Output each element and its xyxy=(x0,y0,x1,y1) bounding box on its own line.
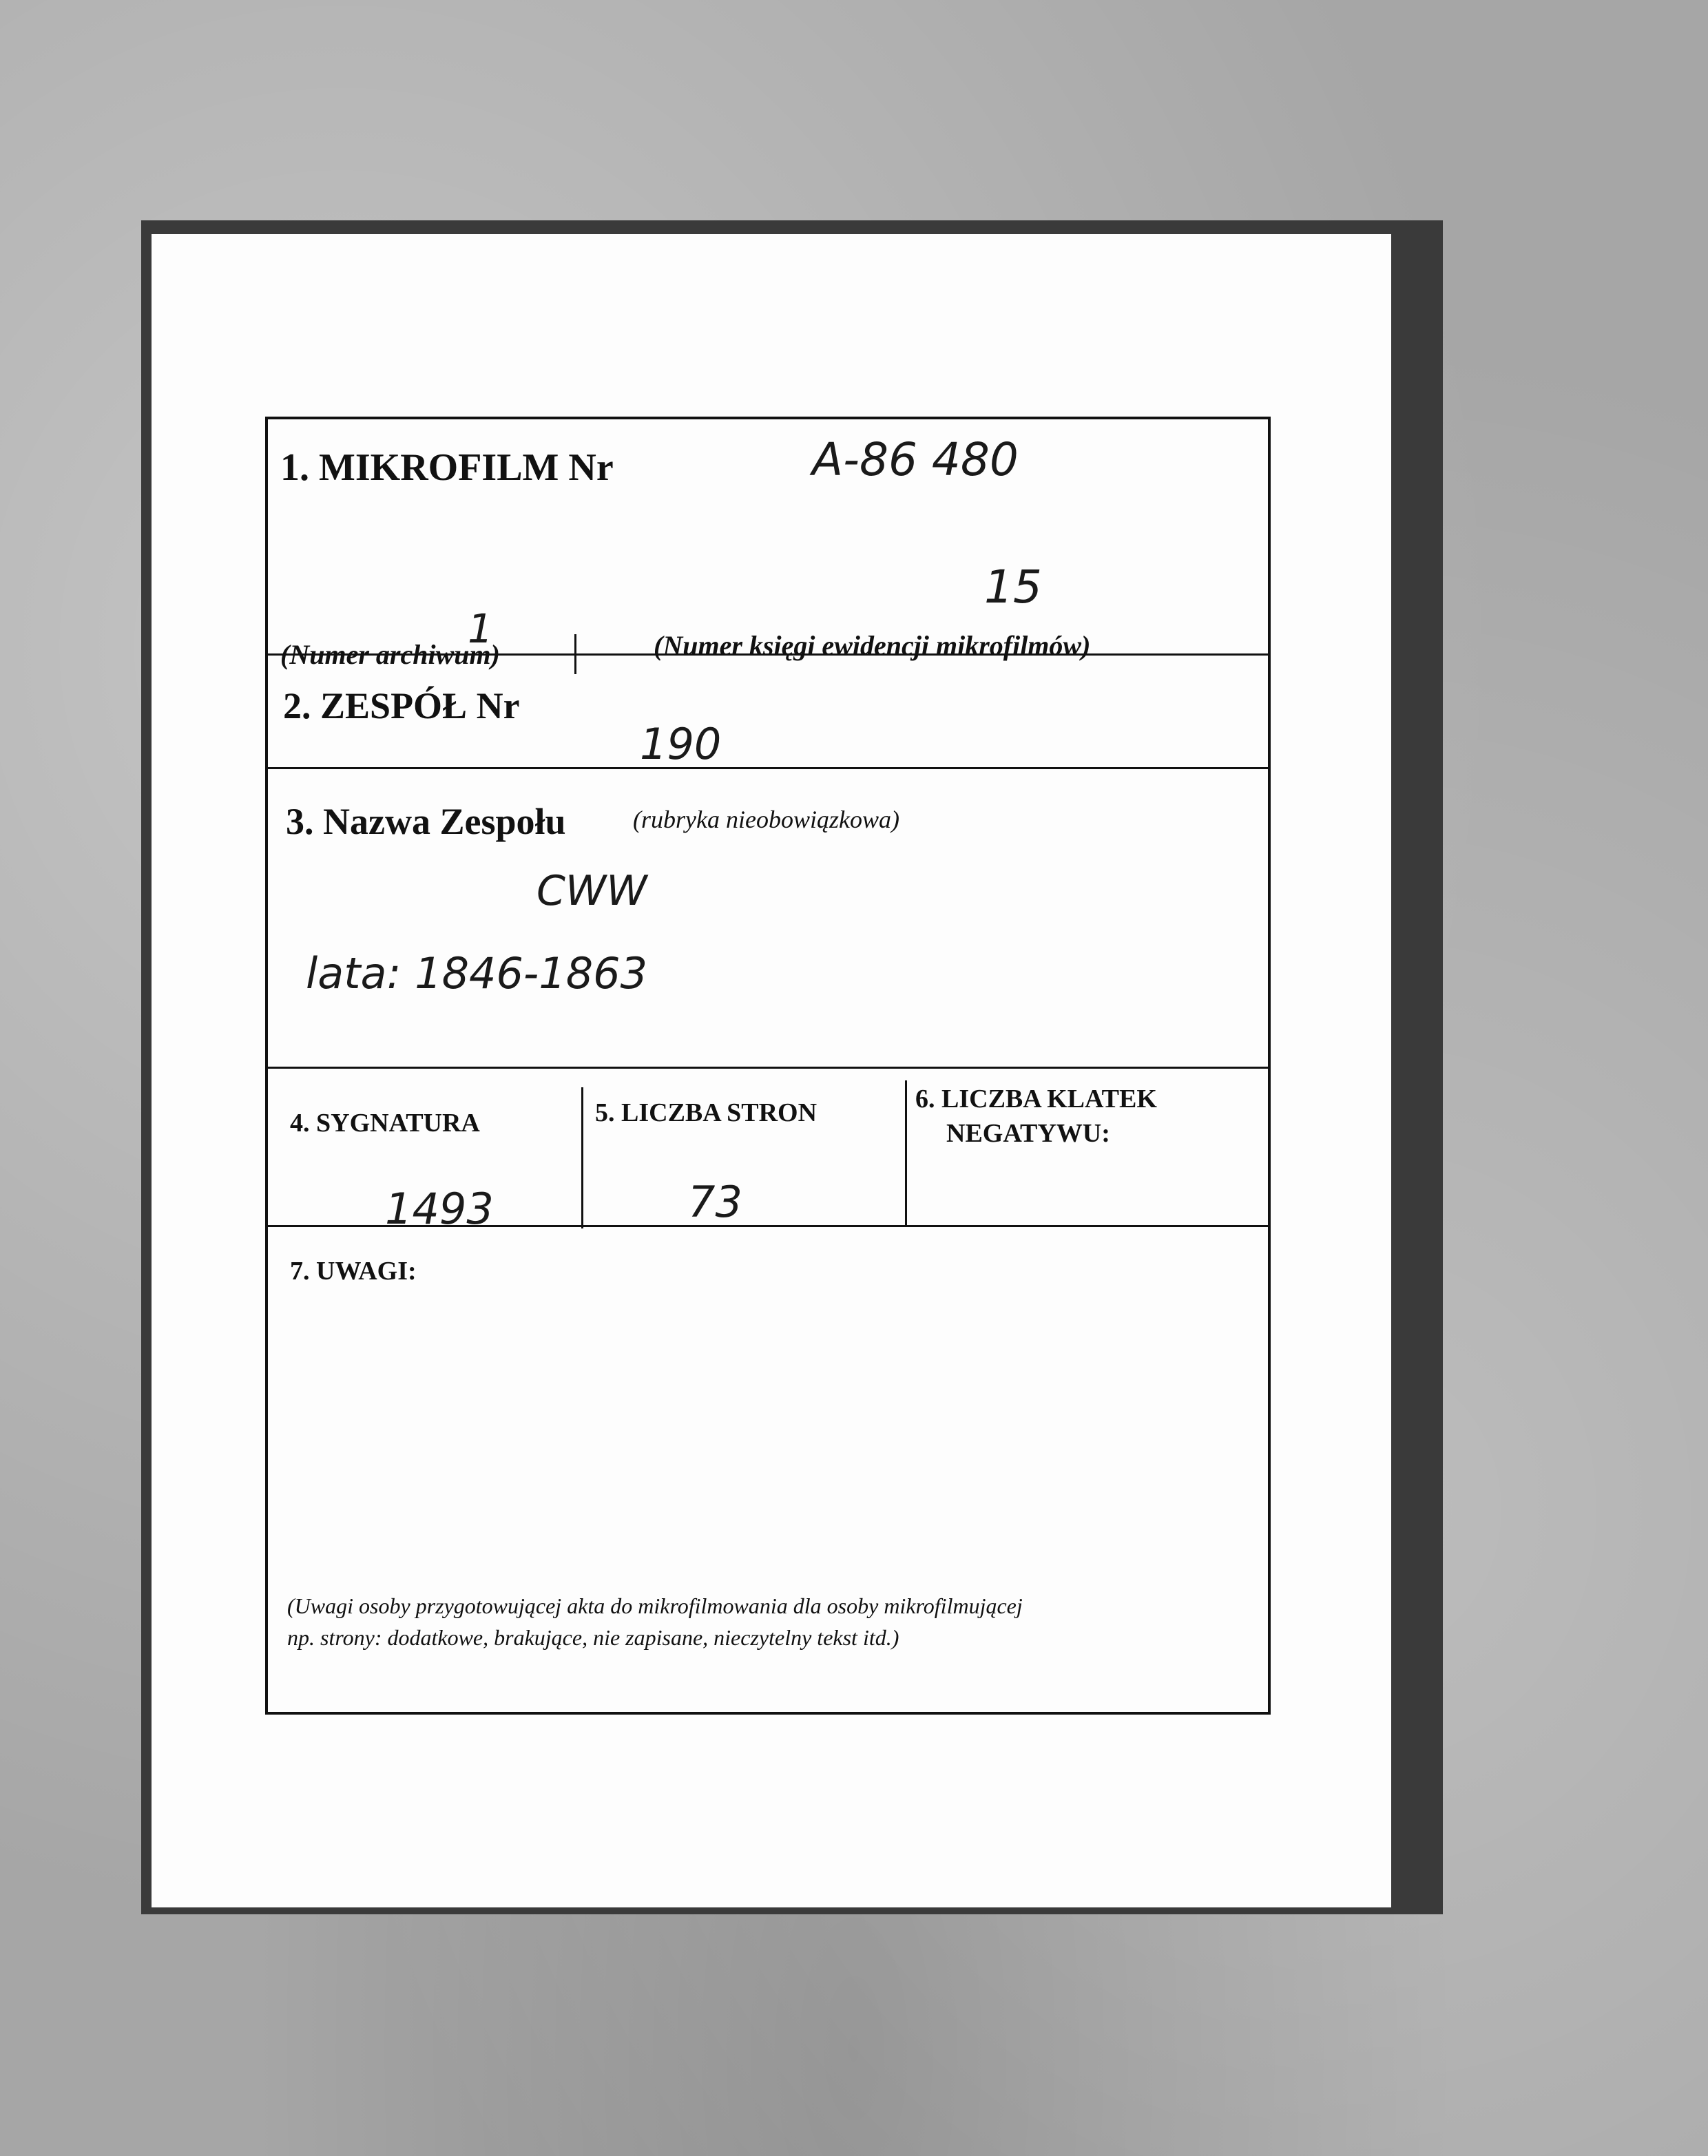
archive-number-value: 1 xyxy=(468,605,493,652)
fond-number-value: 190 xyxy=(640,719,722,769)
archive-number-label: (Numer archiwum) xyxy=(280,639,500,670)
fond-years-value: lata: 1846-1863 xyxy=(306,948,648,998)
signature-label: 4. SYGNATURA xyxy=(290,1109,480,1138)
negative-frames-label-line2: NEGATYWU: xyxy=(946,1119,1110,1148)
row-divider-3 xyxy=(268,1067,1268,1069)
microfilm-form xyxy=(265,417,1271,1715)
column-divider-1 xyxy=(581,1087,583,1228)
fond-name-note: (rubryka nieobowiązkowa) xyxy=(633,806,899,833)
microfilm-number-value: A-86 480 xyxy=(812,433,1019,486)
register-number-label: (Numer księgi ewidencji mikrofilmów) xyxy=(654,630,1091,661)
remarks-note-line2: np. strony: dodatkowe, brakujące, nie zapisane, nieczytelny tekst itd.) xyxy=(287,1625,899,1650)
page-count-value: 73 xyxy=(688,1177,742,1227)
remarks-note xyxy=(287,1590,1251,1653)
microfilm-number-label: 1. MIKROFILM Nr xyxy=(280,446,614,489)
row-divider-4 xyxy=(268,1225,1268,1227)
signature-value: 1493 xyxy=(385,1184,494,1234)
row-divider-1 xyxy=(268,653,1268,656)
remarks-label: 7. UWAGI: xyxy=(290,1257,417,1286)
row-divider-2 xyxy=(268,767,1268,769)
remarks-note-line1: (Uwagi osoby przygotowującej akta do mikrofilmowania dla osoby mikrofilmującej xyxy=(287,1593,1023,1618)
fond-name-label: 3. Nazwa Zespołu xyxy=(286,801,566,842)
fond-number-label: 2. ZESPÓŁ Nr xyxy=(283,685,520,726)
negative-frames-label-line1: 6. LICZBA KLATEK xyxy=(915,1085,1157,1113)
page-count-label: 5. LICZBA STRON xyxy=(595,1098,817,1127)
fond-name-value: CWW xyxy=(537,867,647,915)
register-number-value: 15 xyxy=(984,561,1042,614)
column-divider-2 xyxy=(905,1080,907,1225)
